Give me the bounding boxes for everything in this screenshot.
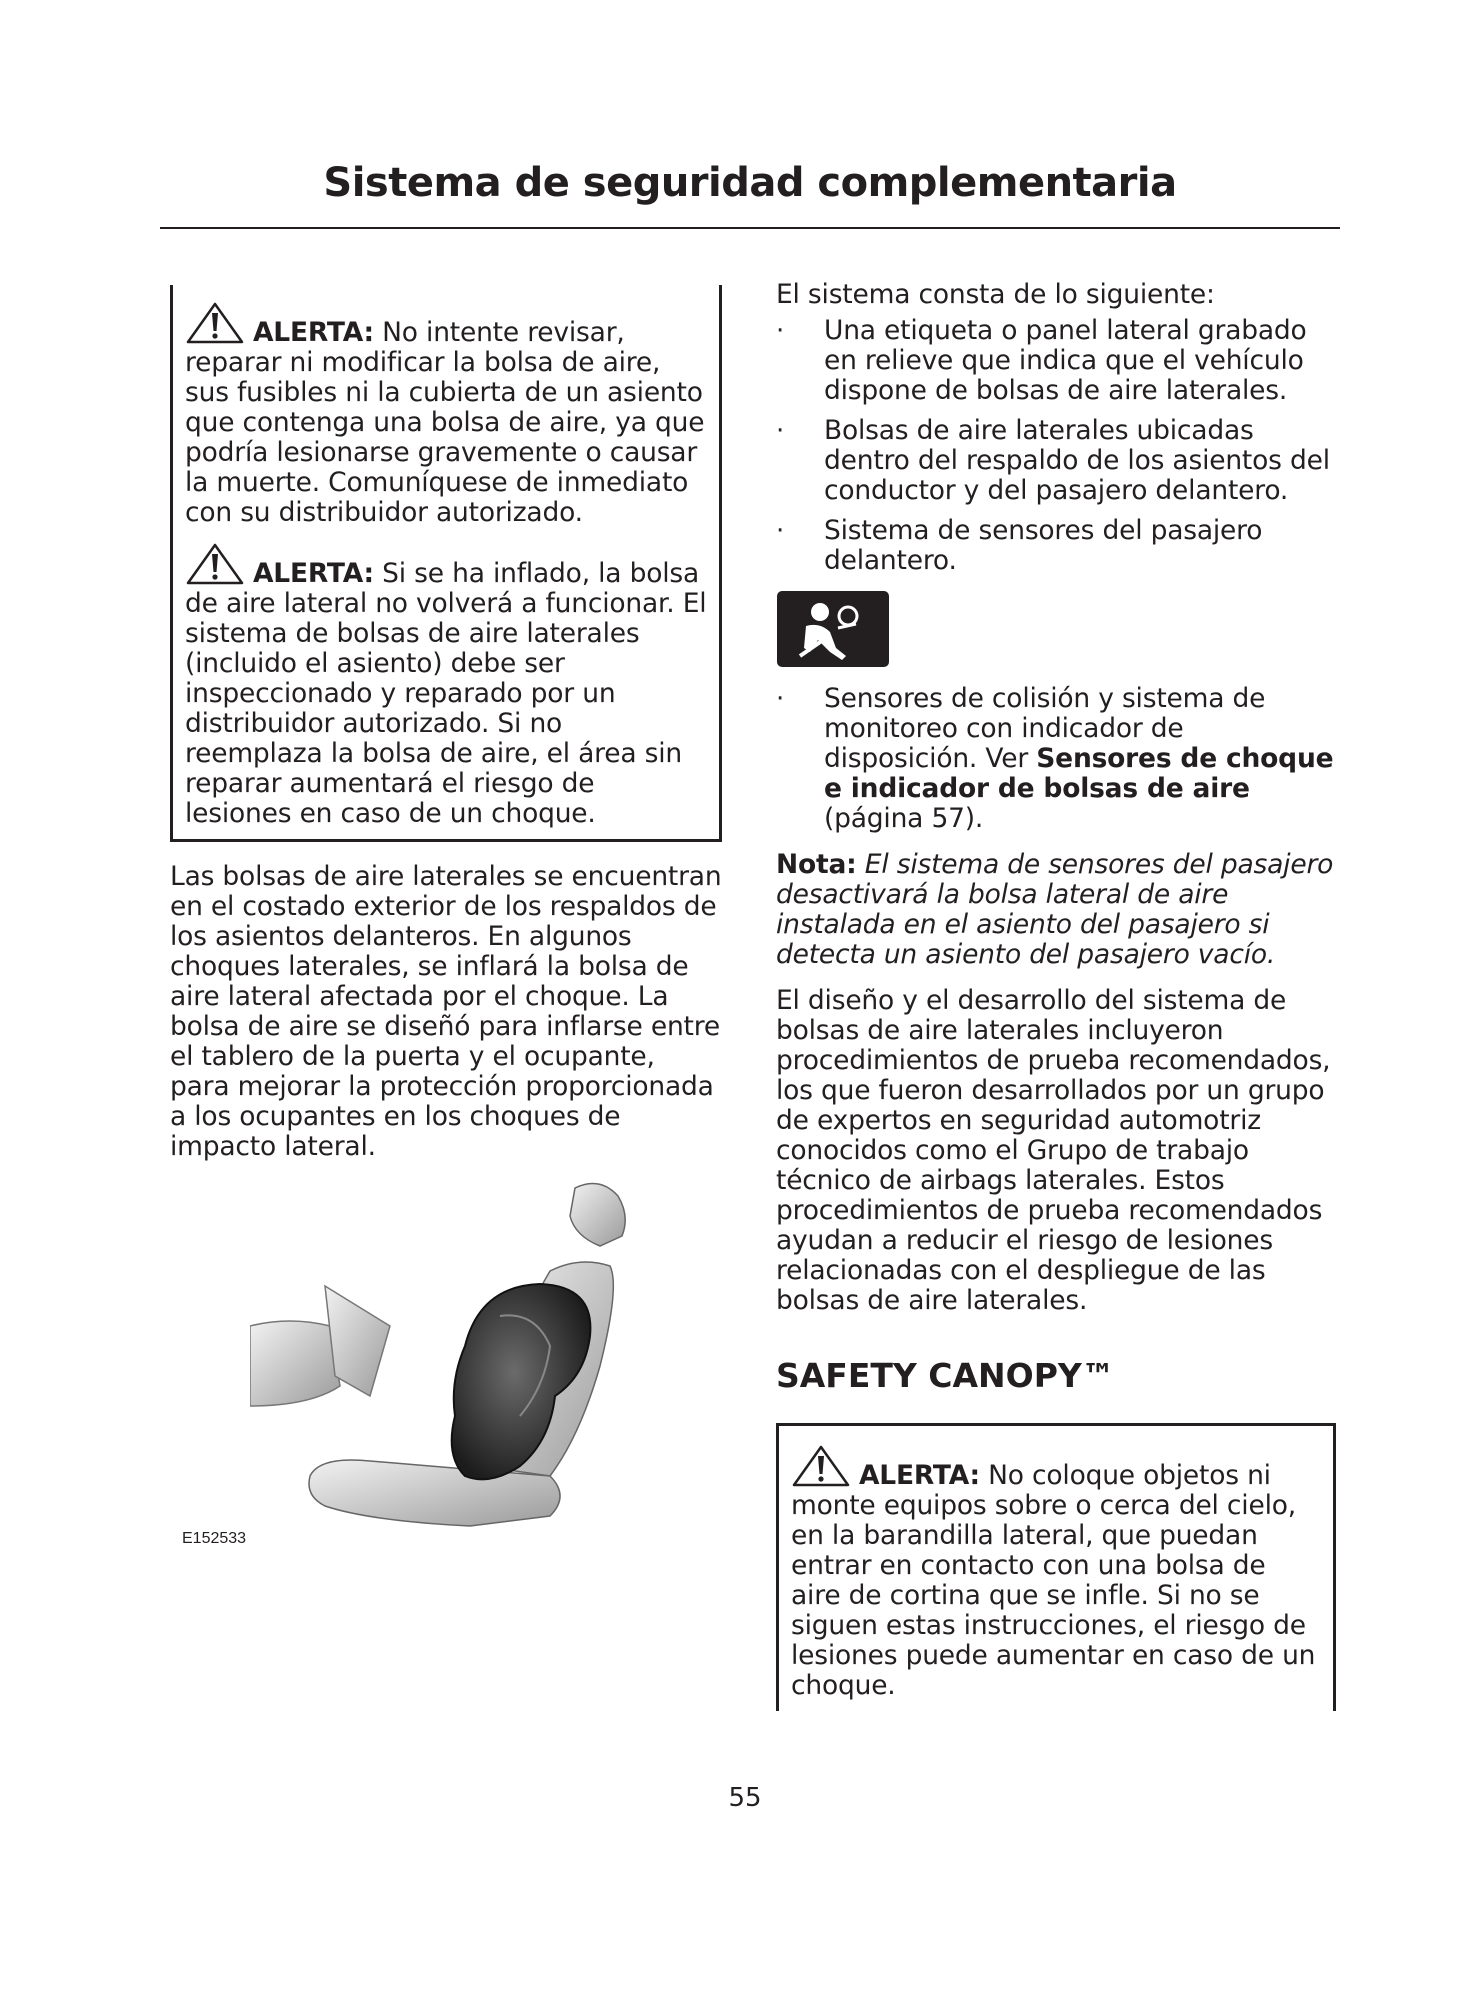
list-item: · Bolsas de aire laterales ubicadas dentro del respaldo de los asientos del conductor y del pasajero delantero.	[776, 416, 1336, 506]
warning-triangle-icon	[791, 1444, 851, 1488]
sensor-list	[776, 684, 1336, 834]
alert-2-label: ALERTA:	[253, 558, 374, 589]
page-title: Sistema de seguridad complementaria	[323, 160, 1177, 206]
alert-box-right	[776, 1423, 1336, 1711]
section-heading-safety-canopy: SAFETY CANOPY™	[776, 1356, 1115, 1395]
cross-reference-link[interactable]: Sensores de choque e indicador de bolsas de aire	[824, 743, 1334, 804]
airbag-warning-icon	[776, 590, 890, 668]
alert-2-text: Si se ha inflado, la bolsa de aire lateral no volverá a funcionar. El sistema de bolsas de aire laterales (incluido el asiento) debe ser inspeccionado y reparado por un distribuidor autorizado. Si no reemplaza la bolsa de aire, el área sin reparar aumentará el riesgo de lesiones en caso de un choque.	[185, 558, 707, 829]
alert-3-label: ALERTA:	[859, 1460, 980, 1491]
alert-1-label: ALERTA:	[253, 317, 374, 348]
design-paragraph: El diseño y el desarrollo del sistema de bolsas de aire laterales incluyeron procedimientos de prueba recomendados, los que fueron desarrollados por un grupo de expertos en seguridad automotriz conocidos como el Grupo de trabajo técnico de airbags laterales. Estos procedimientos de prueba recomendados ayudan a reducir el riesgo de lesiones relacionadas con el despliegue de las bolsas de aire laterales.	[776, 985, 1331, 1316]
alert-1-text: No intente revisar, reparar ni modificar la bolsa de aire, sus fusibles ni la cubierta de un asiento que contenga una bolsa de aire, ya que podría lesionarse gravemente o causar la muerte. Comuníquese de inmediato con su distribuidor autorizado.	[185, 317, 705, 528]
alert-3	[791, 1444, 1321, 1701]
alert-2	[185, 542, 707, 829]
seat-airbag-figure	[170, 1176, 722, 1566]
alert-1	[185, 301, 707, 528]
list-item	[776, 684, 1336, 834]
warning-triangle-icon	[185, 301, 245, 345]
alert-3-text: No coloque objetos ni monte equipos sobre o cerca del cielo, en la barandilla lateral, que puedan entrar en contacto con una bolsa de aire de cortina que se infle. Si no se siguen estas instrucciones, el riesgo de lesiones puede aumentar en caso de un choque.	[791, 1460, 1316, 1701]
side-airbag-paragraph: Las bolsas de aire laterales se encuentran en el costado exterior de los respaldos de los asientos delanteros. En algunos choques laterales, se inflará la bolsa de aire lateral afectada por el choque. La bolsa de aire se diseñó para inflarse entre el tablero de la puerta y el ocupante, para mejorar la protección proporcionada a los ocupantes en los choques de impacto lateral.	[170, 861, 722, 1162]
system-intro: El sistema consta de lo siguiente:	[776, 279, 1215, 310]
page-number: 55	[728, 1783, 762, 1813]
alert-box-left	[170, 285, 722, 842]
left-column	[170, 285, 722, 1566]
warning-triangle-icon	[185, 542, 245, 586]
sensor-bullet-page: (página 57).	[824, 803, 984, 834]
right-column	[776, 280, 1336, 1711]
seat-illustration	[250, 1176, 710, 1566]
title-divider	[160, 227, 1340, 229]
figure-code: E152533	[182, 1530, 247, 1547]
system-components-list	[776, 316, 1336, 576]
list-item: · Una etiqueta o panel lateral grabado en relieve que indica que el vehículo dispone de bolsas de aire laterales.	[776, 316, 1336, 406]
note-label: Nota:	[776, 849, 857, 880]
note-text: El sistema de sensores del pasajero desactivará la bolsa lateral de aire instalada en el asiento del pasajero si detecta un asiento del pasajero vacío.	[776, 849, 1334, 970]
sensor-bullet-text: Sensores de colisión y sistema de monitoreo con indicador de disposición. Ver	[824, 683, 1266, 774]
list-item: · Sistema de sensores del pasajero delantero.	[776, 516, 1336, 576]
note	[776, 850, 1336, 970]
